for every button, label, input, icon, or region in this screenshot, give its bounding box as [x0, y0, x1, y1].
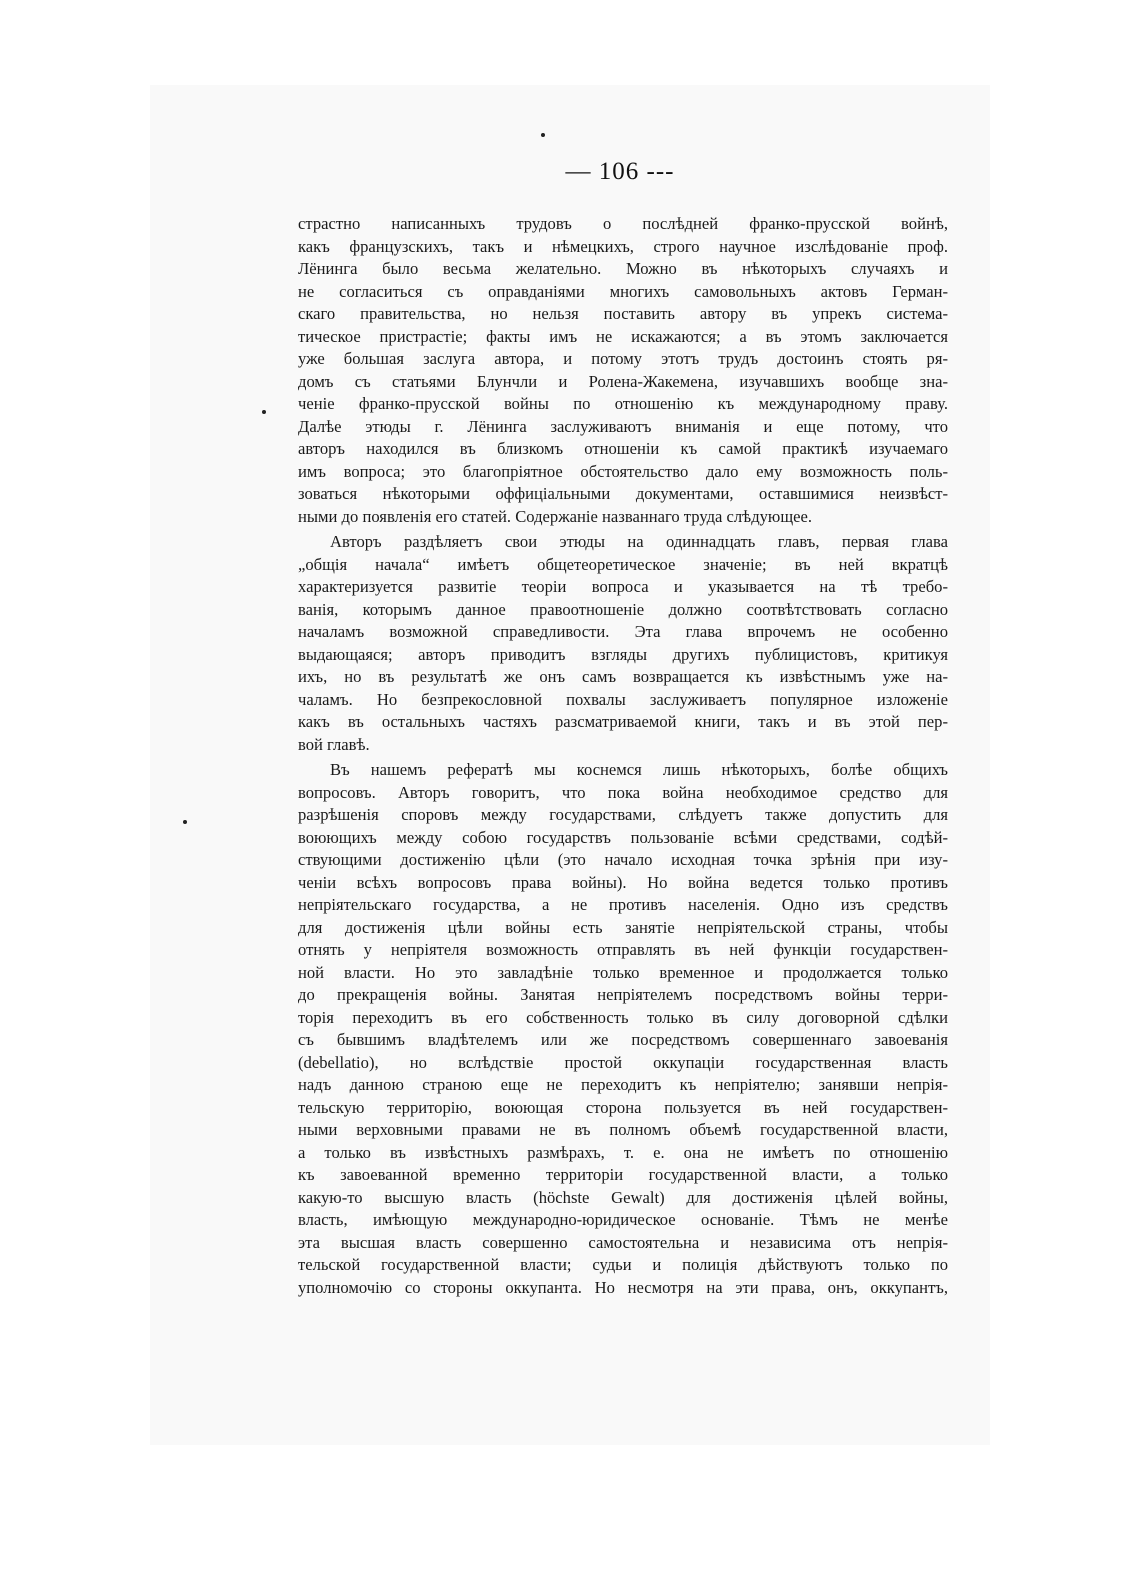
text-line: не согласиться съ оправданіями многихъ самовольныхъ актовъ Герман- — [298, 281, 948, 301]
text-line: тическое пристрастіе; факты имъ не искажаются; а въ этомъ заключается — [298, 326, 948, 346]
page-number: — 106 --- — [565, 158, 675, 185]
text-line: началамъ возможной справедливости. Эта глава впрочемъ не особенно — [298, 622, 948, 641]
text-line: домъ съ статьями Блунчли и Ролена-Жакемена, изучавшихъ вообще зна- — [298, 371, 948, 391]
text-line: ными до появленія его статей. Содержаніе названнаго труда слѣдующее. — [298, 506, 812, 526]
text-line: какъ въ остальныхъ частяхъ разсматриваемой книги, такъ и въ этой пер- — [298, 712, 948, 731]
text-line: какъ французскихъ, такъ и нѣмецкихъ, строго научное изслѣдованіе проф. — [298, 236, 948, 256]
text-line: уполномочію со стороны оккупанта. Но несмотря на эти права, онъ, оккупантъ, — [298, 1277, 948, 1297]
text-line: торія переходитъ въ его собственность только въ силу договорной сдѣлки — [298, 1007, 948, 1027]
text-line: ными верховными правами не въ полномъ объемѣ государственной власти, — [298, 1120, 948, 1139]
text-line: (debellatio), но вслѣдствіе простой оккупаціи государственная власть — [298, 1052, 948, 1072]
text-line: Авторъ раздѣляетъ свои этюды на одиннадцать главъ, первая глава — [330, 532, 948, 551]
text-line: скаго правительства, но нельзя поставить автору въ упрекъ система- — [298, 304, 948, 323]
body-text — [298, 213, 948, 1299]
text-line: вой главѣ. — [298, 734, 370, 754]
text-line: имъ вопроса; это благопріятное обстоятельство дало ему возможность поль- — [298, 461, 948, 481]
text-line: Далѣе этюды г. Лёнинга заслуживаютъ вниманія и еще потому, что — [298, 416, 948, 436]
text-line: вопросовъ. Авторъ говоритъ, что пока война необходимое средство для — [298, 782, 948, 802]
text-line: ствующими достиженію цѣли (это начало исходная точка зрѣнія при изу- — [298, 850, 948, 869]
paragraph-2 — [298, 531, 948, 756]
text-line: какую-то высшую власть (höchste Gewalt) для достиженія цѣлей войны, — [298, 1187, 948, 1207]
text-line: съ бывшимъ владѣтелемъ или же посредствомъ совершеннаго завоеванія — [298, 1030, 948, 1049]
text-line: тельской государственной власти; судьи и полиція дѣйствуютъ только по — [298, 1255, 948, 1274]
text-line: ванія, которымъ данное правоотношеніе должно соотвѣтствовать согласно — [298, 599, 948, 619]
text-line: Лёнинга было весьма желательно. Можно въ нѣкоторыхъ случаяхъ и — [298, 259, 948, 278]
paragraph-1 — [298, 213, 948, 528]
text-line: до прекращенія войны. Занятая непріятелемъ посредствомъ войны терри- — [298, 985, 948, 1004]
text-line: надъ данною страною еще не переходитъ къ непріятелю; занявши непрія- — [298, 1075, 948, 1094]
text-line: воюющихъ между собою государствъ пользованіе всѣми средствами, содѣй- — [298, 827, 948, 847]
ink-speck-left-2 — [183, 820, 187, 824]
text-line: страстно написанныхъ трудовъ о послѣдней франко-прусской войнѣ, — [298, 214, 948, 233]
text-line: власть, имѣющую международно-юридическое основаніе. Тѣмъ не менѣе — [298, 1210, 948, 1229]
text-line: отнять у непріятеля возможность отправлять въ ней функціи государствен- — [298, 940, 948, 959]
text-line: ной власти. Но это завладѣніе только временное и продолжается только — [298, 962, 948, 982]
text-line: Въ нашемъ рефератѣ мы коснемся лишь нѣкоторыхъ, болѣе общихъ — [330, 760, 948, 779]
text-line: для достиженія цѣли войны есть занятіе непріятельской страны, чтобы — [298, 917, 948, 937]
text-line: тельскую территорію, воюющая сторона пользуется въ ней государствен- — [298, 1097, 948, 1117]
text-line: эта высшая власть совершенно самостоятельна и независима отъ непрія- — [298, 1232, 948, 1252]
text-line: уже большая заслуга автора, и потому этотъ трудъ достоинъ стоять ря- — [298, 349, 948, 368]
text-line: ихъ, но въ результатѣ же онъ самъ возвращается къ извѣстнымъ уже на- — [298, 667, 948, 686]
text-line: къ завоеванной временно территоріи государственной власти, а только — [298, 1165, 948, 1184]
text-line: чаламъ. Но безпрекословной похвалы заслуживаетъ популярное изложеніе — [298, 689, 948, 709]
text-line: „общія начала“ имѣетъ общетеоретическое значеніе; въ ней вкратцѣ — [298, 554, 948, 574]
text-line: выдающаяся; авторъ приводитъ взгляды другихъ публицистовъ, критикуя — [298, 644, 948, 664]
text-line: характеризуется развитіе теоріи вопроса и указывается на тѣ требо- — [298, 577, 948, 596]
text-line: непріятельскаго государства, а не противъ населенія. Одно изъ средствъ — [298, 895, 948, 914]
text-line: а только въ извѣстныхъ размѣрахъ, т. е. она не имѣетъ по отношенію — [298, 1142, 948, 1162]
text-line: авторъ находился въ близкомъ отношеніи къ самой практикѣ изучаемаго — [298, 439, 948, 458]
ink-speck-left-1 — [262, 410, 266, 414]
text-line: ченіе франко-прусской войны по отношенію къ международному праву. — [298, 394, 948, 413]
text-line: зоваться нѣкоторыми оффиціальными документами, оставшимися неизвѣст- — [298, 484, 948, 503]
ink-speck-top — [541, 133, 545, 137]
paragraph-3 — [298, 759, 948, 1299]
text-line: разрѣшенія споровъ между государствами, слѣдуетъ также допустить для — [298, 805, 948, 824]
text-line: ченіи всѣхъ вопросовъ права войны). Но война ведется только противъ — [298, 872, 948, 892]
